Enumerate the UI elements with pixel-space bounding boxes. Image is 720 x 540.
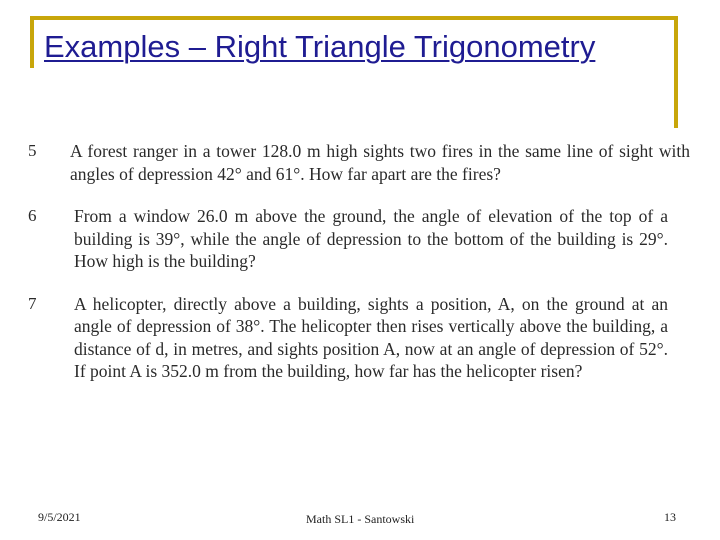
footer-date: 9/5/2021 xyxy=(38,510,81,524)
problem-number: 5 xyxy=(28,141,37,160)
problem-number: 7 xyxy=(28,293,37,313)
problem-text: A forest ranger in a tower 128.0 m high sights two fires in the same line of sight with angles of depression 42° and 61°. How far apart are the fires? xyxy=(70,141,690,184)
problem-list xyxy=(28,140,696,383)
title-frame-top-border xyxy=(30,16,678,20)
problem-text: A helicopter, directly above a building, sights a position, A, on the ground at an angle of depression of 38°. The helicopter then rises vertically above the building, a distance of d, in metres, and sights position A, now at an angle of depression of 52°. If point A is 352.0 m from the building, how far has the helicopter risen? xyxy=(74,293,668,381)
footer-course-label: Math SL1 - Santowski xyxy=(306,512,415,526)
problem-text: From a window 26.0 m above the ground, the angle of elevation of the top of a building is 39°, while the angle of depression to the bottom of the building is 29°. How high is the building? xyxy=(74,206,668,271)
problem-item xyxy=(28,293,696,383)
title-frame-left-border xyxy=(30,16,34,68)
slide-title: Examples – Right Triangle Trigonometry xyxy=(44,29,596,64)
title-frame-right-border xyxy=(674,16,678,128)
footer-page-number: 13 xyxy=(664,510,676,524)
problem-item xyxy=(28,140,696,185)
problem-item xyxy=(28,205,696,273)
problem-number: 6 xyxy=(28,206,37,225)
